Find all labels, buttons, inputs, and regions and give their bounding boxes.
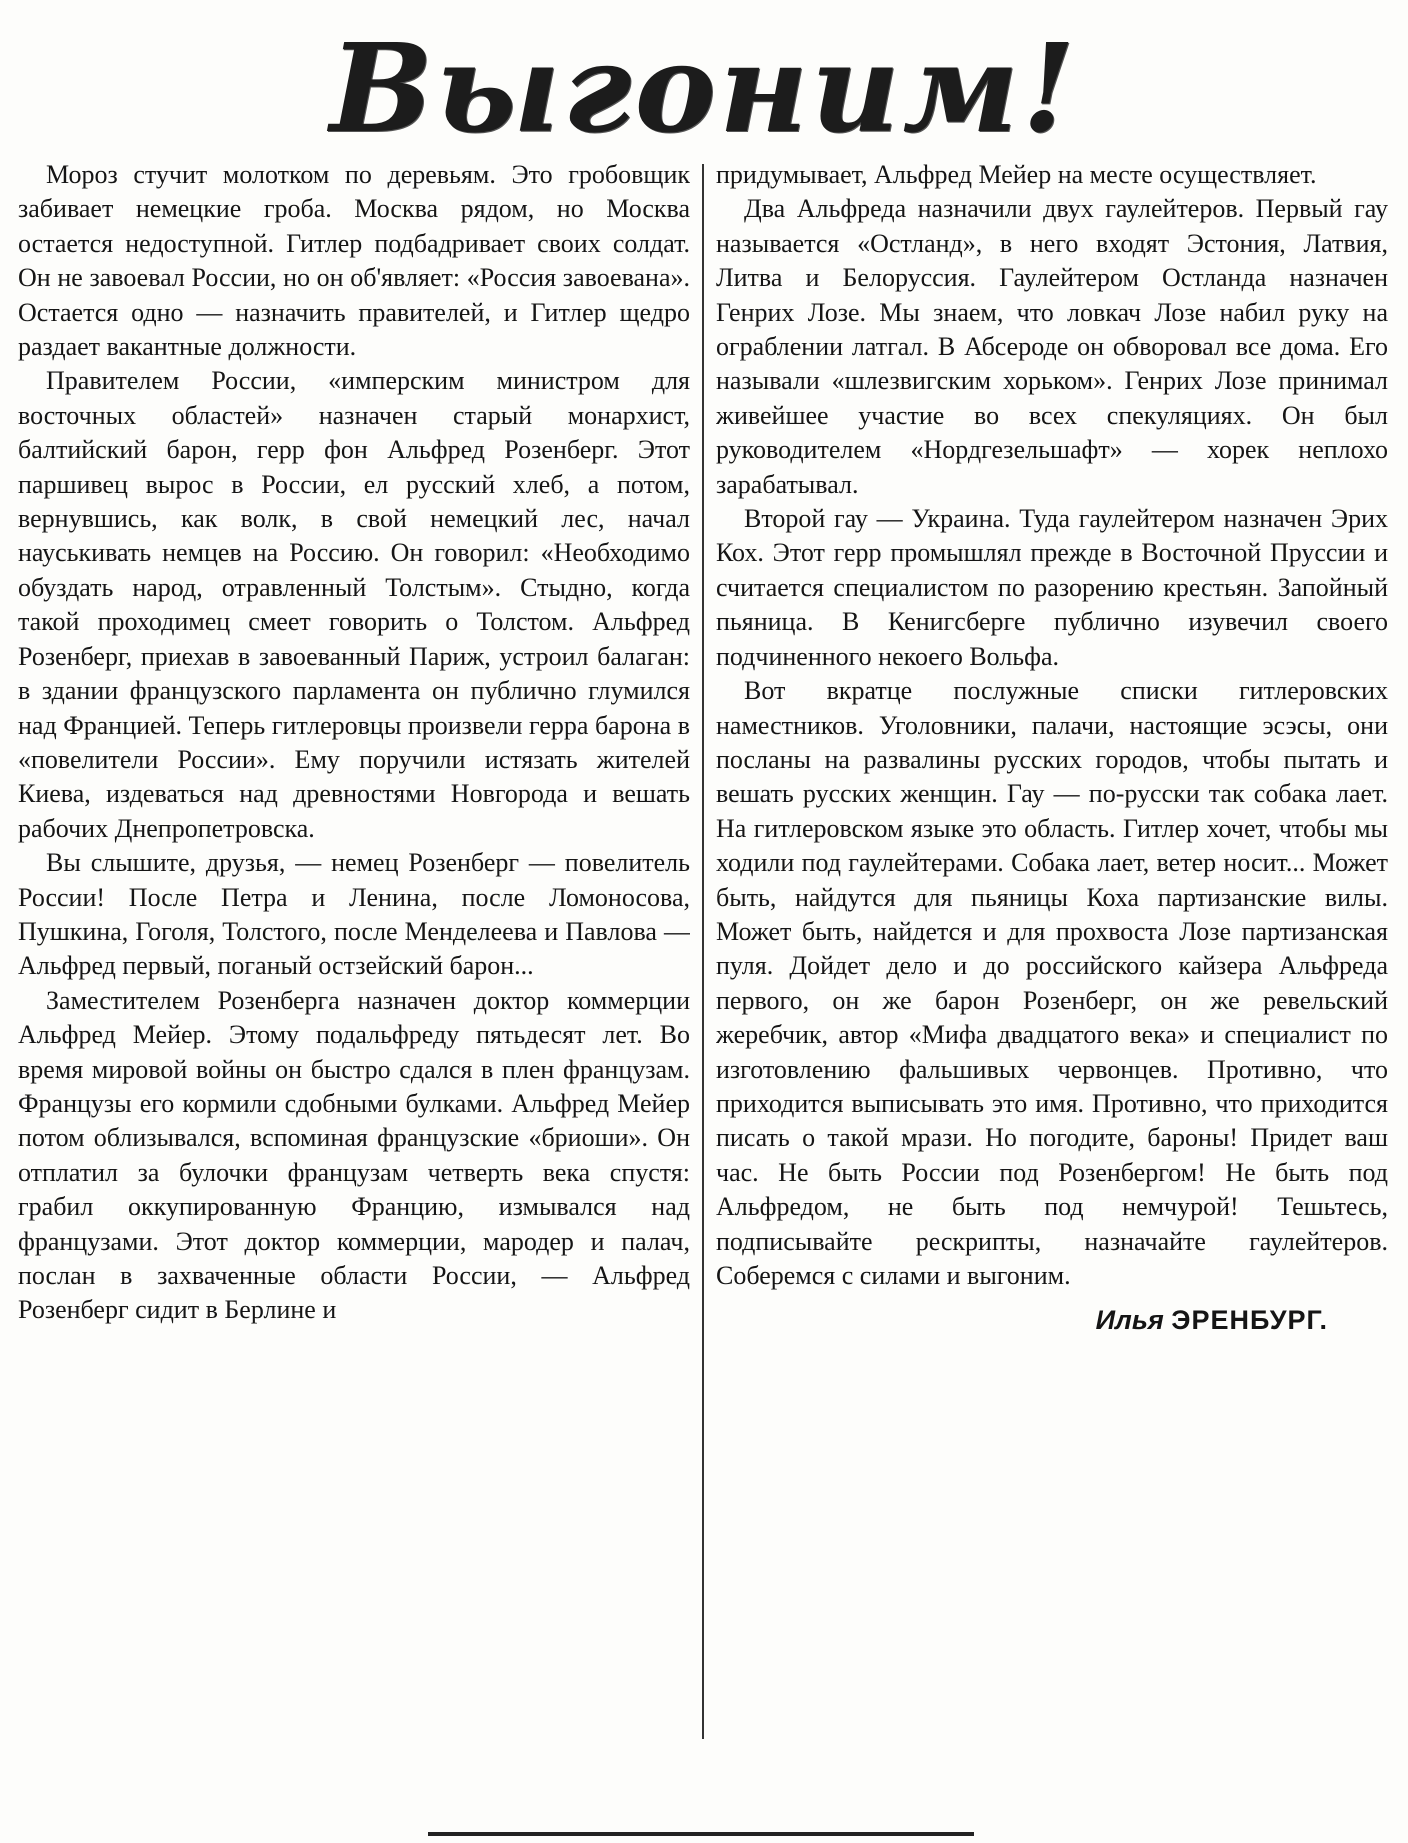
author-surname: ЭРЕНБУРГ.: [1171, 1305, 1328, 1336]
author-signature: [716, 1303, 1328, 1337]
right-column: [716, 158, 1388, 1773]
author-first-name: Илья: [1095, 1305, 1164, 1336]
paragraph-1: Мороз стучит молотком по деревьям. Это гробовщик забивает немецкие гроба. Москва рядом, но Москва остается недоступной. Гитлер подбадривает своих солдат. Он не завоевал России, но он об'являет: «Россия завоевана». Остается одно — назначить правителей, и Гитлер щедро раздает вакантные должности.: [18, 160, 690, 362]
paragraph-7: Вот вкратце послужные списки гитлеровских наместников. Уголовники, палачи, настоящие эсэсы, они посланы на развалины русских городов, чтобы пытать и вешать русских женщин. Гау — по-русски так собака лает. На гитлеровском языке это область. Гитлер хочет, чтобы мы ходили под гаулейтерами. Собака лает, ветер носит... Может быть, найдутся для пьяницы Коха партизанские вилы. Может быть, найдется и для прохвоста Лозе партизанская пуля. Дойдет дело и до российского кайзера Альфреда первого, он же барон Розенберг, он же ревельский жеребчик, автор «Мифа двадцатого века» и специалист по изготовлению фальшивых червонцев. Противно, что приходится выписывать это имя. Противно, что приходится писать о такой мрази. Но погодите, бароны! Придет ваш час. Не быть России под Розенбергом! Не быть под Альфредом, не быть под немчурой! Тешьтесь, подписывайте рескрипты, назначайте гаулейтеров. Соберемся с силами и выгоним.: [716, 676, 1388, 1290]
article-headline: Выгоним!: [329, 16, 1079, 160]
paragraph-6: Второй гау — Украина. Туда гаулейтером назначен Эрих Кох. Этот герр промышлял прежде в Восточной Пруссии и считается специалистом по разорению крестьян. Запойный пьяница. В Кенигсберге публично изувечил своего подчиненного некоего Вольфа.: [716, 504, 1388, 671]
bottom-divider: [428, 1832, 974, 1836]
paragraph-4-continuation: придумывает, Альфред Мейер на месте осуществляет.: [716, 160, 1317, 189]
column-divider: [702, 164, 704, 1739]
article-body: [18, 158, 1390, 1773]
paragraph-3: Вы слышите, друзья, — немец Розенберг — повелитель России! После Петра и Ленина, после Ломоносова, Пушкина, Гоголя, Толстого, после Менделеева и Павлова — Альфред первый, поганый остзейский барон...: [18, 848, 690, 981]
paragraph-2: Правителем России, «имперским министром для восточных областей» назначен старый монархист, балтийский барон, герр фон Альфред Розенберг. Этот паршивец вырос в России, ел русский хлеб, а потом, вернувшись, как волк, в свой немецкий лес, начал науськивать немцев на Россию. Он говорил: «Необходимо обуздать народ, отравленный Толстым». Стыдно, когда такой проходимец смеет говорить о Толстом. Альфред Розенберг, приехав в завоеванный Париж, устроил балаган: в здании французского парламента он публично глумился над Францией. Теперь гитлеровцы произвели герра барона в «повелители России». Ему поручили истязать жителей Киева, издеваться над древностями Новгорода и вешать рабочих Днепропетровска.: [18, 366, 690, 843]
paragraph-5: Два Альфреда назначили двух гаулейтеров. Первый гау называется «Остланд», в него входят Эстония, Латвия, Литва и Белоруссия. Гаулейтером Остланда назначен Генрих Лозе. Мы знаем, что ловкач Лозе набил руку на ограблении латгал. В Абсероде он обворовал все дома. Его называли «шлезвигским хорьком». Генрих Лозе принимал живейшее участие во всех спекуляциях. Он был руководителем «Нордгезельшафт» — хорек неплохо зарабатывал.: [716, 194, 1388, 499]
paragraph-4: Заместителем Розенберга назначен доктор коммерции Альфред Мейер. Этому подальфреду пятьдесят лет. Во время мировой войны он быстро сдался в плен французам. Французы его кормили сдобными булками. Альфред Мейер потом облизывался, вспоминая французские «бриоши». Он отплатил за булочки французам четверть века спустя: грабил оккупированную Францию, измывался над французами. Этот доктор коммерции, мародер и палач, послан в захваченные области России, — Альфред Розенберг сидит в Берлине и: [18, 985, 690, 1325]
left-column: [18, 158, 690, 1773]
